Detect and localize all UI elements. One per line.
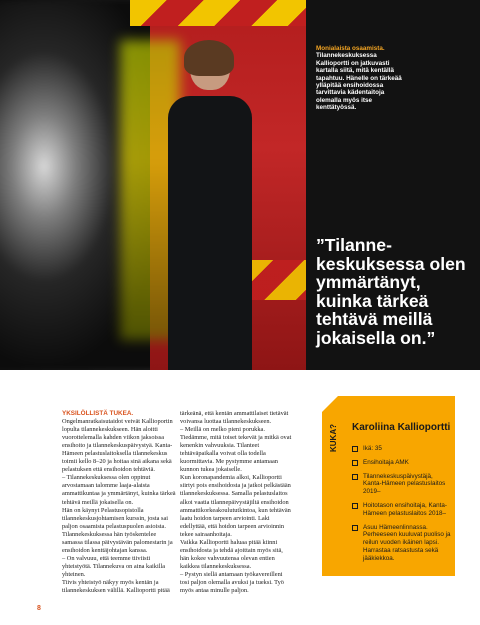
article-column-2 bbox=[180, 410, 292, 595]
square-bullet-icon bbox=[352, 474, 358, 480]
photo-caption bbox=[316, 45, 406, 112]
pull-quote: ”Tilannekeskuksessa olen ymmärtänyt, kuinka tärkeä tehtävä meillä jokaisella on.” bbox=[316, 235, 466, 348]
square-bullet-icon bbox=[352, 446, 358, 452]
profile-fact: Hoitotason ensihoitaja, Kanta-Hämeen pelastuslaitos 2018– bbox=[352, 502, 452, 518]
caption-lead: Monialaista osaamista. bbox=[316, 45, 385, 52]
paragraph: – On valvuuu, että teemme tiiviisti yhteistyötä. Tilannekuva on aina kaikilla yhteinen. bbox=[62, 554, 166, 578]
caption-text: Tilannekeskuksessa Kallioportti on jatkuvasti kartalla siitä, mitä kentällä tapahtuu. Hänelle on tärkeää ylläpitää ensihoidossa tarvittavia kädentaitoja olemalla myös itse kenttätyössä. bbox=[316, 52, 402, 112]
section-kicker: YKSILÖLLISTÄ TUKEA. bbox=[62, 410, 134, 417]
paragraph: – Tilannekeskuksessa olen oppinut arvostamaan talomme laaja-alaista ammattikuntaa ja ymmärtänyt, kuinka tärkeä tehtävä meillä jokaisella on. bbox=[62, 474, 176, 506]
paragraph: – Meillä on melko pieni porukka. Tiedämme, mitä toiset tekevät ja mitkä ovat kenenkin vahvuuksia. Tilanteet tehtäväpaikalla voivat olla todella kuormittavia. Me pystymme antamaan kunnon tukea jokaiselle. bbox=[180, 426, 292, 474]
paragraph: YKSILÖLLISTÄ TUKEA. Ongelmanratkaisutaidot veivät Kallioportin lopulta tilannekeskukseen. Hän aloitti vuorottelemalla kahden viikon jaksoissa ensihoito ja tilannekeskuspäivystyä. Kanta-Hämeen pelastuslaitoksella tilannekeskus toimii kello 8–20 ja hoitaa sinä aikana sekä pelastuksen että ensihoidon tehtäviä. bbox=[62, 410, 173, 474]
paragraph: Kun koronapandemia alkoi, Kallioportti siirtyi pois ensihoidosta ja jatkoi pelkästään tilannekeskuksessa. Samalla pelastuslaitos alkoi vaatia tilannepäivystäjiltä ensihoidon ammattikorkeakoulututkintoa, kun tehtävän laatu hoidon tarpeen arviointi. Laki edellyttää, että hoidon tarpeen arvioinnin tekee sairaanhoitaja. bbox=[180, 474, 291, 538]
profile-fact: Ikä: 35 bbox=[352, 445, 452, 453]
profile-name: Karoliina Kallioportti bbox=[352, 422, 451, 433]
paragraph: Hän on käynyt Pelastusopistolla tilannekeskusjohtamisen kurssin, josta sai paljon osaamista pelastuspuolen asioista. Tilannekeskuksessa hän työskentelee samassa tilassa päivystävän palomestarin ja ensihoidon kenttäjohtajan kanssa. bbox=[62, 506, 173, 554]
profile-fact: Asuu Hämeenlinnassa. Perheeseen kuuluvat puoliso ja reilun vuoden ikäinen lapsi. Harrastaa ratsastusta sekä jääkiekkoa. bbox=[352, 524, 452, 563]
profile-tag: KUKA? bbox=[329, 424, 338, 452]
square-bullet-icon bbox=[352, 525, 358, 531]
article-column-1 bbox=[62, 410, 178, 595]
paragraph: – Pystyn siellä antamaan työkavereilleni tosi paljon olemalla avuksi ja tueksi. Työ myös antaa minulle paljon. bbox=[180, 570, 284, 595]
profile-fact: Ensihoitaja AMK bbox=[352, 459, 452, 467]
square-bullet-icon bbox=[352, 460, 358, 466]
paragraph: Tiivis yhteistyö näkyy myös kentän ja tilannekeskuksen välillä. Kallioportti pitää bbox=[62, 578, 170, 595]
paragraph: Vaikka Kallioportti haluaa pitää kiinni ensihoidosta ja tehdä ajoittain myös sitä, hän kokee vahvuutensa olevan entien kaikkea tilannekeskuksessa. bbox=[180, 538, 283, 570]
paramedic-figure bbox=[168, 40, 248, 370]
profile-facts bbox=[352, 445, 452, 569]
square-bullet-icon bbox=[352, 503, 358, 509]
ambulance-stripes bbox=[130, 0, 310, 26]
paragraph: tärkeänä, että kentän ammattilaiset tietävät voivansa luottaa tilannekeskukseen. bbox=[180, 410, 289, 426]
profile-fact: Tilannekeskuspäivystäjä, Kanta-Hämeen pelastuslaitos 2019– bbox=[352, 473, 452, 496]
page-number: 8 bbox=[37, 605, 41, 612]
